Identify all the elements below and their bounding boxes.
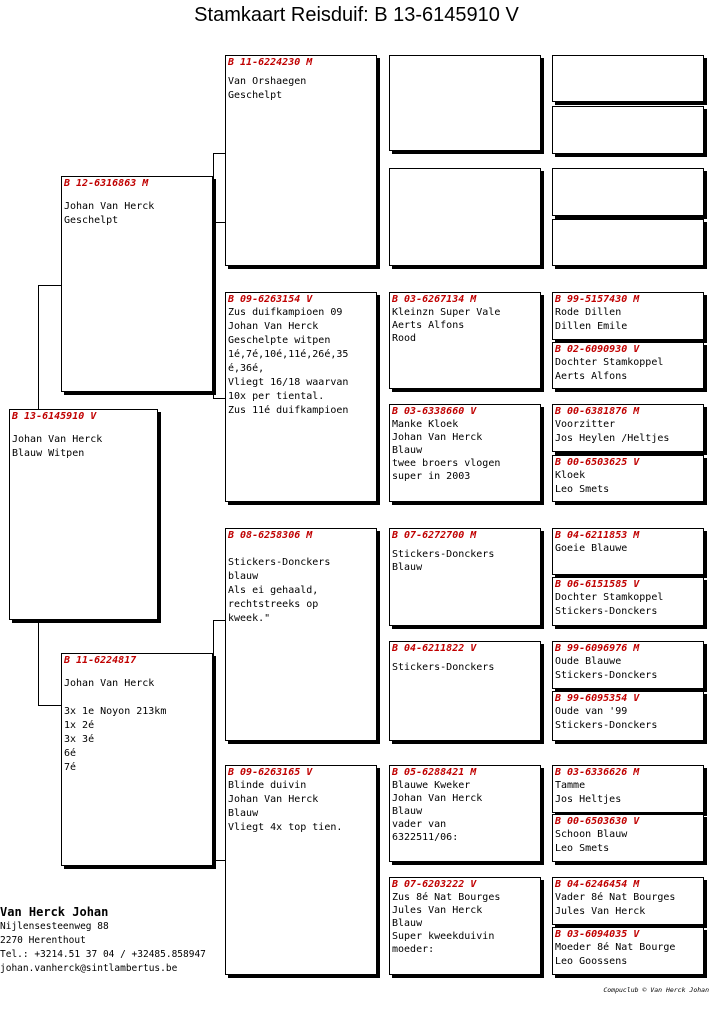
ring-number: B 03-6094035 V [555, 929, 640, 940]
g5-card-empty[interactable] [552, 55, 704, 102]
connector [213, 153, 214, 223]
pigeon-line: Blauw Witpen [12, 448, 85, 459]
connector [213, 222, 225, 223]
connector [213, 222, 214, 399]
ring-number: B 99-6095354 V [555, 693, 640, 704]
g4-card[interactable] [389, 877, 541, 975]
ring-number: B 05-6288421 M [392, 767, 477, 778]
pigeon-line: Geschelpt [64, 215, 119, 226]
g4-card[interactable] [389, 404, 541, 502]
pigeon-info: Goeie Blauwe [555, 543, 628, 554]
connector [213, 153, 225, 154]
g3-card[interactable] [225, 765, 377, 975]
connector [38, 285, 62, 286]
ring-number: B 00-6381876 M [555, 406, 640, 417]
ring-number: B 13-6145910 V [12, 411, 97, 422]
connector [38, 705, 62, 706]
g4-card-empty[interactable] [389, 168, 541, 266]
ring-number: B 99-6096976 M [555, 643, 640, 654]
owner-name: Van Herck Johan [0, 905, 109, 919]
connector [213, 620, 214, 656]
pigeon-info: Blauwe Kweker Johan Van Herck Blauw vader van 6322511/06: [392, 780, 483, 843]
ring-number: B 09-6263165 V [228, 767, 313, 778]
pigeon-info: Oude Blauwe Stickers-Donckers [555, 656, 658, 681]
result-line: 3x 3é [64, 734, 95, 745]
g5-card-empty[interactable] [552, 168, 704, 216]
pigeon-info: Stickers-Donckers [392, 662, 495, 673]
pigeon-info: Vader 8é Nat Bourges Jules Van Herck [555, 892, 676, 917]
pigeon-info: Stickers-Donckers blauw Als ei gehaald, rechtstreeks op kweek." [228, 557, 331, 624]
ring-number: B 02-6090930 V [555, 344, 640, 355]
ring-number: B 00-6503630 V [555, 816, 640, 827]
pigeon-info: Rode Dillen Dillen Emile [555, 307, 628, 332]
g5-card[interactable] [552, 342, 704, 389]
ring-number [553, 169, 703, 170]
ring-number: B 03-6336626 M [555, 767, 640, 778]
owner-phone: Tel.: +3214.51 37 04 / +32485.858947 [0, 949, 206, 960]
owner-info [0, 904, 206, 976]
ring-number [553, 56, 703, 57]
ring-number [553, 107, 703, 108]
ring-number: B 11-6224817 [64, 655, 137, 666]
ring-number: B 00-6503625 V [555, 457, 640, 468]
pigeon-info: Kleinzn Super Vale Aerts Alfons Rood [392, 307, 501, 344]
ring-number [390, 56, 540, 57]
ring-number: B 99-5157430 M [555, 294, 640, 305]
g5-card[interactable] [552, 404, 704, 452]
owner-email[interactable]: johan.vanherck@sintlambertus.be [0, 963, 178, 974]
ring-number: B 06-6151585 V [555, 579, 640, 590]
result-line: 3x 1e Noyon 213km [64, 706, 167, 717]
pigeon-line: Johan Van Herck [64, 201, 155, 212]
pigeon-info: Voorzitter Jos Heylen /Heltjes [555, 419, 670, 444]
father-card[interactable] [61, 176, 213, 392]
g5-card[interactable] [552, 577, 704, 626]
result-line: 1x 2é [64, 720, 95, 731]
ring-number: B 03-6338660 V [392, 406, 477, 417]
g4-card[interactable] [389, 765, 541, 862]
ring-number: B 11-6224230 M [228, 57, 313, 68]
connector [38, 620, 39, 705]
g5-card-empty[interactable] [552, 219, 704, 266]
pigeon-info: Manke Kloek Johan Van Herck Blauw twee broers vlogen super in 2003 [392, 419, 501, 482]
pigeon-info: Zus duifkampioen 09 Johan Van Herck Geschelpte witpen 1é,7é,10é,11é,26é,35 é,36é, Vliegt 16/18 waarvan 10x per tiental. Zus 11é duifkampioen [228, 307, 349, 416]
footer-credit: Compuclub © Van Herck Johan [603, 986, 709, 994]
ring-number: B 04-6246454 M [555, 879, 640, 890]
pigeon-info: Schoon Blauw Leo Smets [555, 829, 628, 854]
pigeon-info: Van Orshaegen Geschelpt [228, 76, 307, 101]
g5-card[interactable] [552, 877, 704, 925]
mother-card[interactable] [61, 653, 213, 866]
pigeon-line: Johan Van Herck [12, 434, 103, 445]
g5-card[interactable] [552, 528, 704, 575]
g4-card[interactable] [389, 292, 541, 389]
g4-card-empty[interactable] [389, 55, 541, 151]
g3-card[interactable] [225, 292, 377, 502]
g5-card[interactable] [552, 641, 704, 689]
pigeon-info: Kloek Leo Smets [555, 470, 610, 495]
owner-address: Nijlensesteenweg 88 [0, 921, 109, 932]
connector [38, 285, 39, 410]
pigeon-info: Zus 8é Nat Bourges Jules Van Herck Blauw Super kweekduivin moeder: [392, 892, 501, 955]
ring-number [390, 169, 540, 170]
pigeon-info: Dochter Stamkoppel Stickers-Donckers [555, 592, 664, 617]
ring-number: B 08-6258306 M [228, 530, 313, 541]
pigeon-line: Johan Van Herck [64, 678, 155, 689]
pigeon-info: Dochter Stamkoppel Aerts Alfons [555, 357, 664, 382]
result-line: 7é [64, 762, 77, 773]
g5-card[interactable] [552, 691, 704, 741]
pigeon-info: Stickers-Donckers Blauw [392, 549, 495, 573]
g5-card-empty[interactable] [552, 106, 704, 154]
ring-number: B 07-6203222 V [392, 879, 477, 890]
g5-card[interactable] [552, 765, 704, 813]
result-line: 6é [64, 748, 77, 759]
pigeon-info: Tamme Jos Heltjes [555, 780, 622, 805]
ring-number: B 09-6263154 V [228, 294, 313, 305]
ring-number: B 07-6272700 M [392, 530, 477, 541]
ring-number: B 03-6267134 M [392, 294, 477, 305]
g4-card[interactable] [389, 528, 541, 626]
g3-card[interactable] [225, 528, 377, 741]
pigeon-info: Blinde duivin Johan Van Herck Blauw Vliegt 4x top tien. [228, 780, 343, 833]
g3-card[interactable] [225, 55, 377, 266]
connector [213, 620, 225, 621]
g5-card[interactable] [552, 927, 704, 975]
ring-number: B 04-6211853 M [555, 530, 640, 541]
g4-card[interactable] [389, 641, 541, 741]
subject-pigeon-card[interactable] [9, 409, 158, 620]
g5-card[interactable] [552, 814, 704, 862]
connector [213, 750, 214, 860]
ring-number: B 04-6211822 V [392, 643, 477, 654]
g5-card[interactable] [552, 455, 704, 502]
pigeon-info: Oude van '99 Stickers-Donckers [555, 706, 658, 731]
page-title: Stamkaart Reisduif: B 13-6145910 V [194, 4, 519, 26]
ring-number [553, 220, 703, 221]
ring-number: B 12-6316863 M [64, 178, 149, 189]
connector [213, 398, 225, 399]
g5-card[interactable] [552, 292, 704, 340]
owner-city: 2270 Herenthout [0, 935, 86, 946]
connector [213, 860, 225, 861]
pigeon-info: Moeder 8é Nat Bourge Leo Goossens [555, 942, 676, 967]
